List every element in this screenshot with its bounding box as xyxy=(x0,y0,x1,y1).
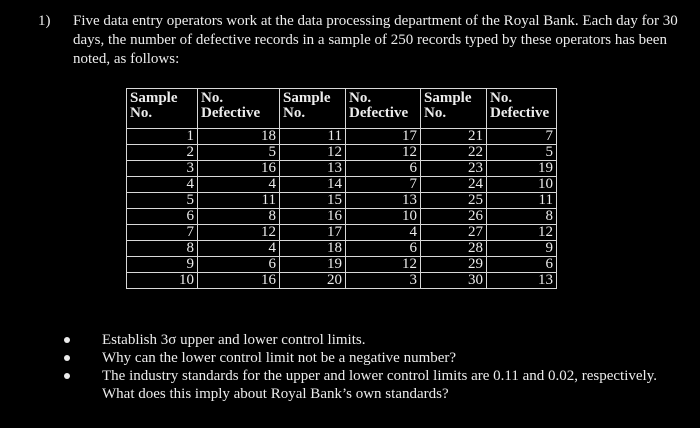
table-cell: 25 xyxy=(421,193,487,209)
table-cell: 3 xyxy=(346,273,421,289)
table-cell: 9 xyxy=(487,241,557,257)
table-cell: 4 xyxy=(346,225,421,241)
table-row xyxy=(127,257,557,273)
table-header-row xyxy=(127,89,557,129)
table-cell: 17 xyxy=(280,225,346,241)
question-number: 1) xyxy=(38,13,51,29)
table-cell: 11 xyxy=(198,193,280,209)
table-cell: 26 xyxy=(421,209,487,225)
table-cell: 24 xyxy=(421,177,487,193)
question-part-item xyxy=(64,349,684,367)
table-cell: 16 xyxy=(280,209,346,225)
header-no-defective-1: No. Defective xyxy=(198,89,280,129)
table-body xyxy=(127,129,557,289)
question-part-item xyxy=(64,367,684,403)
table-cell: 6 xyxy=(127,209,198,225)
table-cell: 29 xyxy=(421,257,487,273)
table-cell: 10 xyxy=(127,273,198,289)
table-cell: 21 xyxy=(421,129,487,145)
table-cell: 20 xyxy=(280,273,346,289)
defects-table xyxy=(126,88,557,289)
table-cell: 9 xyxy=(127,257,198,273)
bullet-icon xyxy=(64,337,70,343)
table-cell: 4 xyxy=(198,177,280,193)
table-row xyxy=(127,129,557,145)
table-cell: 23 xyxy=(421,161,487,177)
table-row xyxy=(127,177,557,193)
question-part-item xyxy=(64,331,684,349)
table-cell: 12 xyxy=(346,257,421,273)
table-cell: 6 xyxy=(198,257,280,273)
table-cell: 27 xyxy=(421,225,487,241)
question-text: Five data entry operators work at the data processing department of the Royal Bank. Each day for 30 days, the number of defective records in a sample of 250 records typed by these operators has been noted, as follows: xyxy=(73,13,678,67)
table-cell: 5 xyxy=(487,145,557,161)
table-cell: 12 xyxy=(280,145,346,161)
table-row xyxy=(127,225,557,241)
table-cell: 7 xyxy=(487,129,557,145)
table-cell: 11 xyxy=(487,193,557,209)
table-cell: 7 xyxy=(127,225,198,241)
table-cell: 16 xyxy=(198,161,280,177)
table-cell: 19 xyxy=(487,161,557,177)
table-row xyxy=(127,273,557,289)
table-cell: 16 xyxy=(198,273,280,289)
table-cell: 15 xyxy=(280,193,346,209)
table-row xyxy=(127,209,557,225)
table-cell: 6 xyxy=(346,161,421,177)
table-cell: 13 xyxy=(487,273,557,289)
bullet-icon xyxy=(64,373,70,379)
header-no-defective-3: No. Defective xyxy=(487,89,557,129)
table-cell: 5 xyxy=(198,145,280,161)
table-cell: 19 xyxy=(280,257,346,273)
table-cell: 12 xyxy=(487,225,557,241)
table-cell: 14 xyxy=(280,177,346,193)
table-cell: 8 xyxy=(487,209,557,225)
table-cell: 12 xyxy=(346,145,421,161)
table-row xyxy=(127,145,557,161)
table-cell: 13 xyxy=(346,193,421,209)
table-cell: 28 xyxy=(421,241,487,257)
table-cell: 1 xyxy=(127,129,198,145)
defects-table-container xyxy=(126,88,557,289)
table-cell: 17 xyxy=(346,129,421,145)
table-cell: 18 xyxy=(280,241,346,257)
table-cell: 7 xyxy=(346,177,421,193)
question-part-text: Establish 3σ upper and lower control limits. xyxy=(102,332,366,348)
table-cell: 5 xyxy=(127,193,198,209)
table-cell: 3 xyxy=(127,161,198,177)
table-cell: 10 xyxy=(487,177,557,193)
table-cell: 4 xyxy=(198,241,280,257)
table-cell: 4 xyxy=(127,177,198,193)
header-no-defective-2: No. Defective xyxy=(346,89,421,129)
table-cell: 8 xyxy=(127,241,198,257)
question-part-text: The industry standards for the upper and lower control limits are 0.11 and 0.02, respectively. What does this imply about Royal Bank’s own standards? xyxy=(102,368,657,402)
table-row xyxy=(127,161,557,177)
table-cell: 22 xyxy=(421,145,487,161)
table-cell: 6 xyxy=(487,257,557,273)
question-part-text: Why can the lower control limit not be a negative number? xyxy=(102,350,457,366)
table-cell: 2 xyxy=(127,145,198,161)
question-block xyxy=(38,12,688,69)
table-cell: 11 xyxy=(280,129,346,145)
bullet-icon xyxy=(64,355,70,361)
table-cell: 13 xyxy=(280,161,346,177)
header-sample-no-3: Sample No. xyxy=(421,89,487,129)
table-cell: 8 xyxy=(198,209,280,225)
table-cell: 10 xyxy=(346,209,421,225)
table-row xyxy=(127,193,557,209)
table-row xyxy=(127,241,557,257)
header-sample-no-1: Sample No. xyxy=(127,89,198,129)
table-cell: 18 xyxy=(198,129,280,145)
table-cell: 30 xyxy=(421,273,487,289)
header-sample-no-2: Sample No. xyxy=(280,89,346,129)
question-parts-list xyxy=(64,331,684,403)
table-cell: 12 xyxy=(198,225,280,241)
table-cell: 6 xyxy=(346,241,421,257)
